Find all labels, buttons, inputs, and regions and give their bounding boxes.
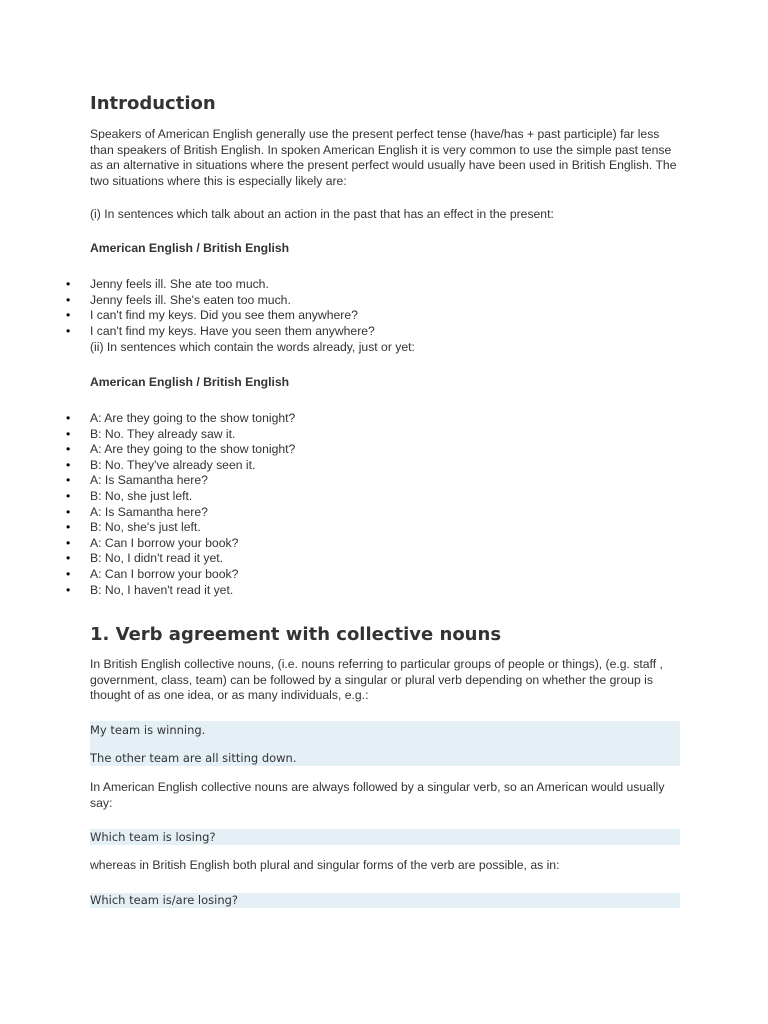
list-item [66,323,680,340]
list-item [66,582,680,599]
bullet-icon: • [66,308,71,323]
bullet-icon: • [66,411,71,425]
example-line: The other team are all sitting down. [90,751,297,765]
bullet-icon: • [66,488,71,503]
list-item-text: Jenny feels ill. She ate too much. [90,277,269,291]
list-item [66,411,680,427]
bullet-icon: • [66,426,71,441]
example-box-1 [90,721,680,766]
list-item [66,566,680,583]
case2-text: (ii) In sentences which contain the words already, just or yet: [90,340,415,354]
bullet-icon: • [66,504,71,519]
list-item [66,520,680,536]
list-item [66,457,680,474]
bullet-icon: • [66,292,71,307]
list-item-text: A: Are they going to the show tonight? [90,411,296,425]
list-item-text: Jenny feels ill. She's eaten too much. [90,292,291,307]
list-item-text: A: Can I borrow your book? [90,535,239,550]
list-item-text: A: Can I borrow your book? [90,566,239,581]
list-item-text: A: Is Samantha here? [90,504,208,519]
case1-text: (i) In sentences which talk about an action in the past that has an effect in the present: [90,207,554,221]
list-item-text: I can't find my keys. Have you seen them anywhere? [90,323,375,338]
list-item-text: B: No, I didn't read it yet. [90,551,224,566]
list-item-text: B: No, she's just left. [90,520,201,535]
example-line: Which team is/are losing? [90,893,239,907]
list-item [66,292,680,309]
example-list-1 [66,277,680,339]
list-item-text: A: Is Samantha here? [90,473,208,488]
example-line: Which team is losing? [90,830,216,844]
list-item [66,308,680,324]
section1-paragraph: In British English collective nouns, (i.e. nouns referring to particular groups of people or things), (e.g. staff , government, class, team) can be followed by a singular or plural verb depending on whether the group is thought of as one idea, or as many individuals, e.g.: [90,657,663,702]
bullet-icon: • [66,457,71,472]
bullet-icon: • [66,582,71,597]
list-item-text: B: No. They've already seen it. [90,457,256,472]
list-item [66,426,680,443]
example-list-2 [66,411,680,598]
intro-paragraph: Speakers of American English generally use the present perfect tense (have/has + past participle) far less than speakers of British English. In spoken American English it is very common to use the simple past tense as an alternative in situations where the present perfect would usually have been used in British English. The two situations where this is especially likely are: [90,127,677,188]
bullet-icon: • [66,520,71,535]
list-item-text: A: Are they going to the show tonight? [90,442,296,457]
section1-paragraph-3: whereas in British English both plural and singular forms of the verb are possible, as in: [90,858,560,872]
example-line: My team is winning. [90,723,206,737]
list-item-text: I can't find my keys. Did you see them anywhere? [90,308,358,323]
list-item-text: B: No, she just left. [90,488,193,503]
section1-heading: 1. Verb agreement with collective nouns [90,624,502,645]
bullet-icon: • [66,323,71,338]
label1: American English / British English [90,241,290,255]
bullet-icon: • [66,442,71,457]
example-box-2 [90,829,680,845]
example-box-3 [90,893,680,908]
list-item-text: B: No, I haven't read it yet. [90,582,234,597]
list-item [66,488,680,505]
bullet-icon: • [66,277,71,291]
list-item [66,504,680,521]
intro-heading: Introduction [90,93,216,114]
list-item [66,473,680,489]
label2: American English / British English [90,375,290,389]
list-item [66,442,680,458]
list-item [66,551,680,567]
section1-paragraph-2: In American English collective nouns are always followed by a singular verb, so an American would usually say: [90,780,665,810]
bullet-icon: • [66,566,71,581]
bullet-icon: • [66,535,71,550]
list-item-text: B: No. They already saw it. [90,426,236,441]
bullet-icon: • [66,473,71,488]
list-item [66,535,680,552]
list-item [66,277,680,293]
bullet-icon: • [66,551,71,566]
